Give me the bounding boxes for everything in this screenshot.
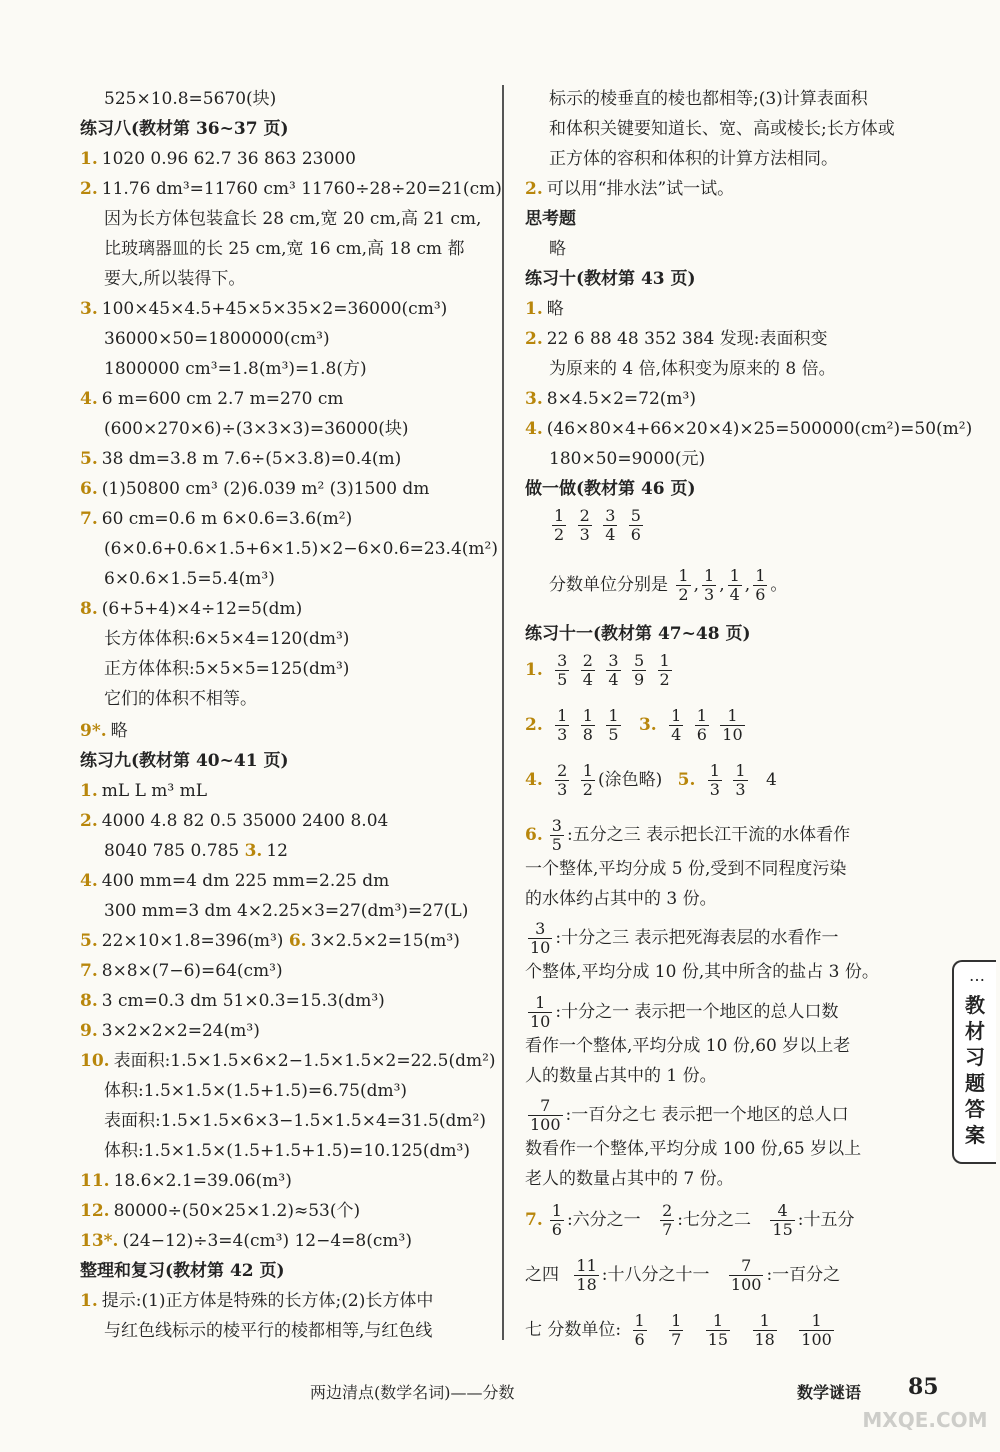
- text-line: 与红色线标示的棱平行的棱都相等,与红色线: [104, 1321, 433, 1341]
- answer-item: 2. 4000 4.8 82 0.5 35000 2400 8.04: [80, 811, 389, 831]
- text-line: 体积:1.5×1.5×(1.5+1.5+1.5)=10.125(dm³): [104, 1141, 470, 1161]
- fraction: $\frac{2}{3}$: [579, 506, 590, 544]
- answer-item: 11. 18.6×2.1=39.06(m³): [80, 1171, 292, 1191]
- fraction: $\frac{1}{2}$: [554, 506, 565, 544]
- fraction-row: 分数单位分别是 $\frac{1}{2}$ , $\frac{1}{3}$ , $\frac{1}{4}$ , $\frac{1}{6}$ 。: [549, 566, 788, 604]
- section-heading: 练习十一(教材第 47~48 页): [525, 624, 751, 644]
- text-line: 个整体,平均分成 10 份,其中所含的盐占 3 份。: [525, 962, 879, 982]
- side-tab-label: 教材习题答案: [965, 993, 985, 1147]
- text-line: 数看作一个整体,平均分成 100 份,65 岁以上: [525, 1139, 862, 1159]
- fraction-row: 6. $\frac{3}{5}$ :五分之三 表示把长江干流的水体看作: [525, 816, 851, 854]
- fraction-row: $\frac{3}{10}$ :十分之三 表示把死海表层的水看作一: [530, 919, 839, 957]
- fraction-row: 之四 $\frac{11}{18}$ :十八分之十一 $\frac{7}{100}$ :一百分之: [525, 1256, 841, 1294]
- ellipsis-icon: …: [969, 966, 985, 985]
- text-line: 略: [549, 239, 566, 259]
- answer-item: 1. mL L m³ mL: [80, 781, 208, 801]
- section-heading: 练习十(教材第 43 页): [525, 269, 696, 289]
- answer-item: 10. 表面积:1.5×1.5×6×2−1.5×1.5×2=22.5(dm²): [80, 1051, 496, 1071]
- answer-item: 1. 提示:(1)正方体是特殊的长方体;(2)长方体中: [80, 1291, 434, 1311]
- text-line: 体积:1.5×1.5×(1.5+1.5)=6.75(dm³): [104, 1081, 408, 1101]
- answer-item: 9. 3×2×2×2=24(m³): [80, 1021, 260, 1041]
- text-line: 8040 785 0.785 3. 12: [104, 841, 288, 861]
- fraction-row: 2. $\frac{1}{3}$ $\frac{1}{8}$ $\frac{1}{5}$ 3. $\frac{1}{4}$ $\frac{1}{6}$ $\frac{1}{10}$: [525, 706, 743, 744]
- answer-item: 3. 100×45×4.5+45×5×35×2=36000(cm³): [80, 299, 448, 319]
- text-line: 因为长方体包装盒长 28 cm,宽 20 cm,高 21 cm,: [104, 209, 482, 229]
- section-heading: 练习九(教材第 40~41 页): [80, 751, 289, 771]
- section-heading: 练习八(教材第 36~37 页): [80, 119, 289, 139]
- fraction: $\frac{5}{6}$: [630, 506, 641, 544]
- answer-item: 12. 80000÷(50×25×1.2)≈53(个): [80, 1201, 361, 1221]
- text-line: 180×50=9000(元): [549, 449, 706, 469]
- side-tab: [952, 960, 996, 1164]
- answer-item: 8. (6+5+4)×4÷12=5(dm): [80, 599, 303, 619]
- text-line: 36000×50=1800000(cm³): [104, 329, 330, 349]
- text-line: 和体积关键要知道长、宽、高或棱长;长方体或: [549, 119, 895, 139]
- fraction-row: 1. $\frac{3}{5}$ $\frac{2}{4}$ $\frac{3}{4}$ $\frac{5}{9}$ $\frac{1}{2}$: [525, 651, 670, 689]
- text-line: 正方体体积:5×5×5=125(dm³): [104, 659, 350, 679]
- fraction: $\frac{3}{4}$: [605, 506, 616, 544]
- fraction-row: $\frac{7}{100}$ :一百分之七 表示把一个地区的总人口: [530, 1096, 849, 1134]
- section-heading: 整理和复习(教材第 42 页): [80, 1261, 285, 1281]
- column-divider: [502, 85, 504, 1340]
- text-line: (6×0.6+0.6×1.5+6×1.5)×2−6×0.6=23.4(m²): [104, 539, 498, 559]
- text-line: 525×10.8=5670(块): [104, 89, 277, 109]
- text-line: 一个整体,平均分成 5 份,受到不同程度污染: [525, 859, 847, 879]
- footer-right: 数学谜语: [797, 1383, 862, 1402]
- answer-item: 7. 8×8×(7−6)=64(cm³): [80, 961, 283, 981]
- text-line: 它们的体积不相等。: [104, 689, 257, 709]
- answer-item: 4. 6 m=600 cm 2.7 m=270 cm: [80, 389, 344, 409]
- section-heading: 思考题: [525, 209, 576, 229]
- text-line: 正方体的容积和体积的计算方法相同。: [549, 149, 838, 169]
- section-heading: 做一做(教材第 46 页): [525, 479, 696, 499]
- answer-item: 2. 11.76 dm³=11760 cm³ 11760÷28÷20=21(cm): [80, 179, 502, 199]
- answer-item: 2. 22 6 88 48 352 384 发现:表面积变: [525, 329, 828, 349]
- answer-item: 4. (46×80×4+66×20×4)×25=500000(cm²)=50(m²): [525, 419, 973, 439]
- page-number: 85: [908, 1374, 939, 1400]
- fraction-row: $\frac{1}{10}$ :十分之一 表示把一个地区的总人口数: [530, 993, 839, 1031]
- answer-item: 1. 1020 0.96 62.7 36 863 23000: [80, 149, 356, 169]
- text-line: (600×270×6)÷(3×3×3)=36000(块): [104, 419, 409, 439]
- answer-item: 5. 38 dm=3.8 m 7.6÷(5×3.8)=0.4(m): [80, 449, 402, 469]
- answer-item: 1. 略: [525, 299, 564, 319]
- answer-item: 13*. (24−12)÷3=4(cm³) 12−4=8(cm³): [80, 1231, 412, 1251]
- text-line: 1800000 cm³=1.8(m³)=1.8(方): [104, 359, 367, 379]
- answer-item: 5. 22×10×1.8=396(m³) 6. 3×2.5×2=15(m³): [80, 931, 460, 951]
- footer-center: 两边清点(数学名词)——分数: [310, 1383, 515, 1402]
- text-line: 标示的棱垂直的棱也都相等;(3)计算表面积: [549, 89, 868, 109]
- text-line: 看作一个整体,平均分成 10 份,60 岁以上老: [525, 1036, 851, 1056]
- answer-item: 9*. 略: [80, 721, 128, 741]
- fraction-row: [525, 503, 646, 547]
- fraction-row: 4. $\frac{2}{3}$ $\frac{1}{2}$ (涂色略) 5. $\frac{1}{3}$ $\frac{1}{3}$ 4: [525, 761, 777, 799]
- fraction-row: 7. $\frac{1}{6}$ :六分之一 $\frac{2}{7}$ :七分之二 $\frac{4}{15}$ :十五分: [525, 1201, 855, 1239]
- answer-item: 6. (1)50800 cm³ (2)6.039 m² (3)1500 dm: [80, 479, 430, 499]
- answer-item: 3. 8×4.5×2=72(m³): [525, 389, 696, 409]
- answer-item: 7. 60 cm=0.6 m 6×0.6=3.6(m²): [80, 509, 353, 529]
- text-line: 表面积:1.5×1.5×6×3−1.5×1.5×4=31.5(dm²): [104, 1111, 486, 1131]
- text-line: 长方体体积:6×5×4=120(dm³): [104, 629, 350, 649]
- text-line: 为原来的 4 倍,体积变为原来的 8 倍。: [549, 359, 836, 379]
- text-line: 的水体约占其中的 3 份。: [525, 889, 717, 909]
- text-line: 300 mm=3 dm 4×2.25×3=27(dm³)=27(L): [104, 901, 469, 921]
- fraction-row: 七 分数单位: $\frac{1}{6}$ $\frac{1}{7}$ $\frac{1}{15}$ $\frac{1}{18}$ $\frac{1}{100}$: [525, 1311, 832, 1349]
- watermark: MXQE.COM: [862, 1408, 988, 1432]
- text-line: 要大,所以装得下。: [104, 269, 246, 289]
- answer-item: 4. 400 mm=4 dm 225 mm=2.25 dm: [80, 871, 390, 891]
- text-line: 人的数量占其中的 1 份。: [525, 1066, 717, 1086]
- text-line: 老人的数量占其中的 7 份。: [525, 1169, 734, 1189]
- text-line: 6×0.6×1.5=5.4(m³): [104, 569, 275, 589]
- answer-item: 8. 3 cm=0.3 dm 51×0.3=15.3(dm³): [80, 991, 385, 1011]
- text-line: 比玻璃器皿的长 25 cm,宽 16 cm,高 18 cm 都: [104, 239, 465, 259]
- answer-item: 2. 可以用“排水法”试一试。: [525, 179, 735, 199]
